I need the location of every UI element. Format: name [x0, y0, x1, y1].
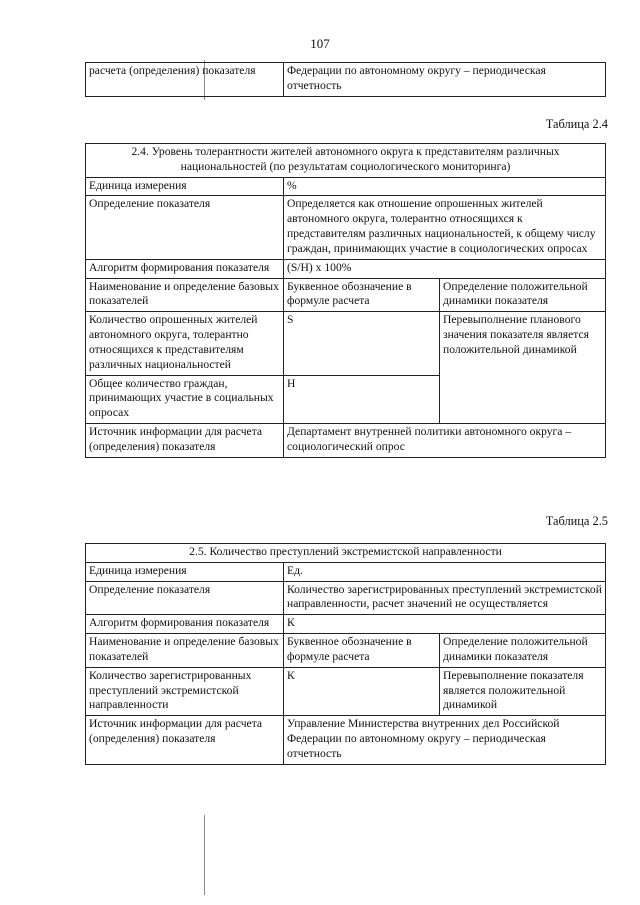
unit-label: Единица измерения	[86, 177, 284, 196]
unit-value: Ед.	[284, 562, 606, 581]
param-dynamics: Перевыполнение планового значения показателя является положительной динамикой	[440, 312, 606, 424]
param-k-symbol: К	[284, 667, 440, 715]
base-dynamics-header: Определение положительной динамики показателя	[440, 634, 606, 668]
table-2-4	[85, 143, 606, 458]
source-value: Департамент внутренней политики автономного округа – социологический опрос	[284, 424, 606, 458]
unit-value: %	[284, 177, 606, 196]
definition-label: Определение показателя	[86, 581, 284, 615]
table-2-5	[85, 543, 606, 765]
algorithm-value: К	[284, 615, 606, 634]
base-symbol-header: Буквенное обозначение в формуле расчета	[284, 634, 440, 668]
param-h-label: Общее количество граждан, принимающих участие в социальных опросах	[86, 375, 284, 423]
binding-line-bottom	[204, 815, 205, 895]
algorithm-label: Алгоритм формирования показателя	[86, 615, 284, 634]
source-label: Источник информации для расчета (определения) показателя	[86, 716, 284, 764]
param-dynamics: Перевыполнение показателя является положительной динамикой	[440, 667, 606, 715]
algorithm-value: (S/H) x 100%	[284, 259, 606, 278]
source-value: Управление Министерства внутренних дел Российской Федерации по автономному округу – периодическая отчетность	[284, 716, 606, 764]
base-indicators-label: Наименование и определение базовых показателей	[86, 278, 284, 312]
definition-label: Определение показателя	[86, 196, 284, 259]
continuation-value: Федерации по автономному округу – периодическая отчетность	[284, 63, 606, 97]
table-2-5-caption: Таблица 2.5	[545, 514, 608, 528]
base-symbol-header: Буквенное обозначение в формуле расчета	[284, 278, 440, 312]
table-2-4-caption: Таблица 2.4	[545, 117, 608, 131]
definition-value: Количество зарегистрированных преступлений экстремистской направленности, расчет значений не осуществляется	[284, 581, 606, 615]
param-s-symbol: S	[284, 312, 440, 375]
source-label: Источник информации для расчета (определения) показателя	[86, 424, 284, 458]
param-s-label: Количество опрошенных жителей автономного округа, толерантно относящихся к представителям различных национальностей	[86, 312, 284, 375]
page-number: 107	[310, 36, 330, 51]
definition-value: Определяется как отношение опрошенных жителей автономного округа, толерантно относящихся к представителям различных национальностей, к общему числу граждан, принимающих участие в социологических опросах	[284, 196, 606, 259]
base-indicators-label: Наименование и определение базовых показателей	[86, 634, 284, 668]
continuation-table	[85, 62, 606, 97]
unit-label: Единица измерения	[86, 562, 284, 581]
param-h-symbol: H	[284, 375, 440, 423]
table-2-4-title: 2.4. Уровень толерантности жителей автономного округа к представителям различных национальностей (по результатам социологического мониторинга)	[86, 144, 606, 178]
algorithm-label: Алгоритм формирования показателя	[86, 259, 284, 278]
base-dynamics-header: Определение положительной динамики показателя	[440, 278, 606, 312]
param-k-label: Количество зарегистрированных преступлений экстремистской направленности	[86, 667, 284, 715]
continuation-label: расчета (определения) показателя	[86, 63, 284, 97]
table-2-5-title: 2.5. Количество преступлений экстремистской направленности	[86, 544, 606, 563]
